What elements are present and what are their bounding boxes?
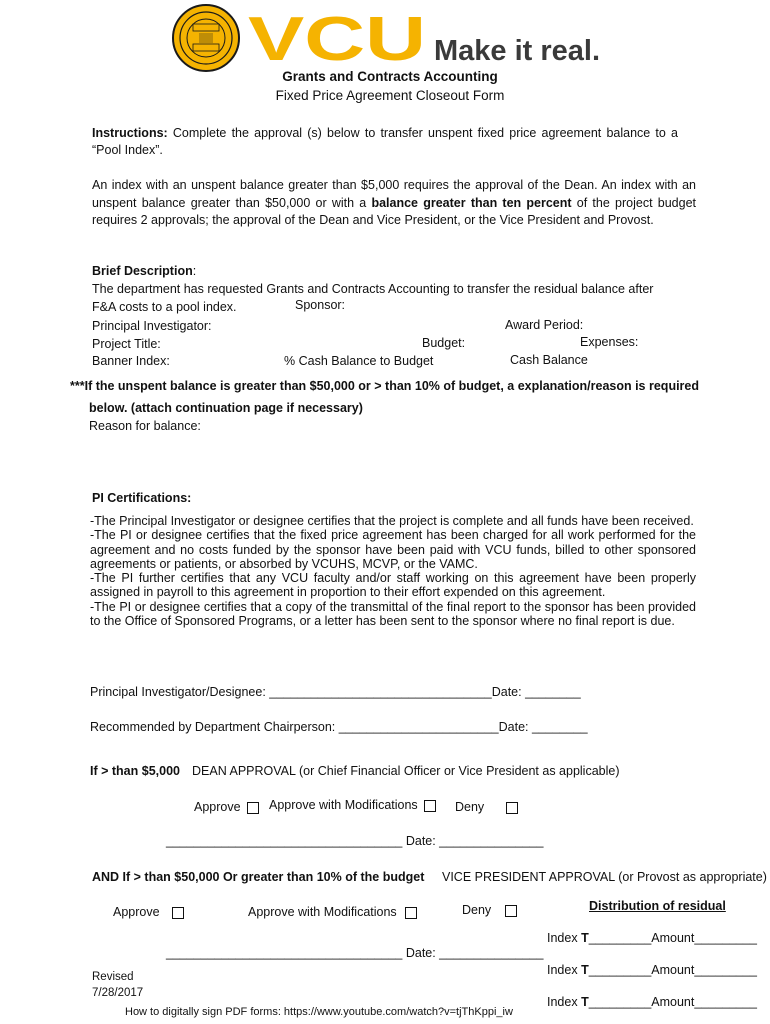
university-seal-icon — [173, 5, 239, 71]
index-label: Index — [547, 995, 582, 1009]
award-period-label: Award Period: — [505, 318, 584, 332]
dean-deny-checkbox[interactable] — [506, 802, 518, 814]
vp-approve-label: Approve — [113, 905, 160, 919]
vp-deny-label: Deny — [462, 903, 492, 917]
distribution-row[interactable] — [547, 931, 757, 945]
index-amount-field[interactable]: _________Amount_________ — [588, 931, 757, 945]
revised-label: Revised — [92, 971, 134, 983]
brief-label-text: Brief Description — [92, 264, 193, 278]
brief-line-2: F&A costs to a pool index. — [92, 300, 237, 314]
distribution-title: Distribution of residual — [589, 899, 726, 913]
budget-label: Budget: — [422, 336, 466, 350]
warning-line-2: below. (attach continuation page if necessary) — [89, 401, 363, 415]
index-amount-field[interactable]: _________Amount_________ — [588, 963, 757, 977]
dean-signature-line[interactable]: __________________________________ Date: _______________ — [166, 834, 544, 848]
rules-bold: balance greater than ten percent — [371, 195, 572, 210]
vcu-logo — [166, 4, 606, 72]
dean-deny-label: Deny — [455, 800, 485, 814]
cert-item: -The Principal Investigator or designee certifies that the project is complete and all funds have been received. — [90, 514, 694, 528]
cash-pct-label: % Cash Balance to Budget — [284, 354, 434, 368]
certs-label: PI Certifications: — [92, 491, 192, 505]
expenses-label: Expenses: — [580, 335, 639, 349]
cert-item: -The PI or designee certifies that a copy of the transmittal of the final report to the sponsor has been provided to the Office of Sponsored Programs, or a letter has been sent to the sponsor where no final report is due. — [90, 599, 696, 629]
vp-deny-option[interactable] — [462, 903, 517, 917]
dean-approve-label: Approve — [194, 800, 241, 814]
vcu-wordmark: VCU — [248, 5, 426, 72]
dean-threshold: If > than $5,000 — [90, 764, 180, 778]
vp-approve-mod-option[interactable] — [248, 905, 417, 919]
rules-text-1: An index with an unspent balance greater than $5,000 requires the approval of the Dean. An index with an unspent balance greater than $50,000 or with a — [92, 178, 696, 210]
cert-item: -The PI or designee certifies that the fixed price agreement has been charged for all work performed for the agreement and no costs funded by the sponsor have been paid with VCU funds, billed to other sponsored agreements or patients, or absorbed by VCUHS, MCVP, or the VAMC. — [90, 528, 696, 571]
vp-signature-line[interactable]: __________________________________ Date: _______________ — [166, 946, 544, 960]
chair-signature-line[interactable]: Recommended by Department Chairperson: _______________________Date: ________ — [90, 720, 588, 734]
sponsor-label: Sponsor: — [295, 298, 346, 312]
form-subtitle: Fixed Price Agreement Closeout Form — [275, 88, 505, 103]
vp-deny-checkbox[interactable] — [505, 905, 517, 917]
vp-approve-mod-checkbox[interactable] — [405, 907, 417, 919]
brief-label — [92, 264, 196, 278]
dean-deny-option[interactable] — [455, 800, 518, 814]
index-amount-field[interactable]: _________Amount_________ — [588, 995, 757, 1009]
certs-list — [90, 514, 696, 628]
vp-approve-option[interactable] — [113, 905, 184, 919]
project-title-label: Project Title: — [92, 337, 161, 351]
dean-approval-label: DEAN APPROVAL (or Chief Financial Officer or Vice President as applicable) — [192, 764, 620, 778]
vp-approval-label: VICE PRESIDENT APPROVAL (or Provost as appropriate) — [442, 870, 767, 884]
pi-label: Principal Investigator: — [92, 319, 212, 333]
approval-rules — [92, 177, 696, 230]
index-label: Index — [547, 963, 582, 977]
brief-colon: : — [192, 264, 197, 278]
dean-approve-mod-checkbox[interactable] — [424, 800, 436, 812]
index-prefix: T — [581, 931, 589, 945]
footer-sign-link[interactable]: How to digitally sign PDF forms: https://www.youtube.com/watch?v=tjThKppi_iw — [125, 1006, 513, 1018]
tagline: Make it real. — [434, 35, 600, 67]
dean-approve-mod-label: Approve with Modifications — [269, 798, 418, 812]
instructions-text: Complete the approval (s) below to transfer unspent fixed price agreement balance to a “Pool Index”. — [92, 126, 678, 157]
dean-approve-mod-option[interactable] — [269, 798, 436, 812]
revised-date: 7/28/2017 — [92, 987, 144, 999]
warning-line-1: ***If the unspent balance is greater than $50,000 or > than 10% of budget, a explanation/reason is required — [70, 379, 699, 393]
index-prefix: T — [581, 995, 589, 1009]
vp-threshold: AND If > than $50,000 Or greater than 10% of the budget — [92, 870, 425, 884]
cash-balance-label: Cash Balance — [510, 353, 588, 367]
instructions-label: Instructions: — [92, 126, 168, 140]
distribution-row[interactable] — [547, 963, 757, 977]
cert-item: -The PI further certifies that any VCU faculty and/or staff working on this agreement have been properly assigned in payroll to this agreement in proportion to their effort expended on this agreement. — [90, 571, 696, 600]
rules-text-2: of the project budget requires 2 approvals; the approval of the Dean and Vice President, or the Vice President and Provost. — [92, 195, 696, 227]
index-label: Index — [547, 931, 582, 945]
form-title: Grants and Contracts Accounting — [282, 69, 498, 84]
reason-label: Reason for balance: — [89, 419, 201, 433]
pi-signature-line[interactable]: Principal Investigator/Designee: ________________________________Date: ________ — [90, 685, 581, 699]
vp-approve-checkbox[interactable] — [172, 907, 184, 919]
distribution-row[interactable] — [547, 995, 757, 1009]
dean-approve-option[interactable] — [194, 800, 259, 814]
dean-approve-checkbox[interactable] — [247, 802, 259, 814]
instructions — [92, 125, 678, 159]
brief-line-1: The department has requested Grants and Contracts Accounting to transfer the residual balance after — [92, 282, 654, 296]
banner-index-label: Banner Index: — [92, 354, 170, 368]
index-prefix: T — [581, 963, 589, 977]
vp-approve-mod-label: Approve with Modifications — [248, 905, 397, 919]
